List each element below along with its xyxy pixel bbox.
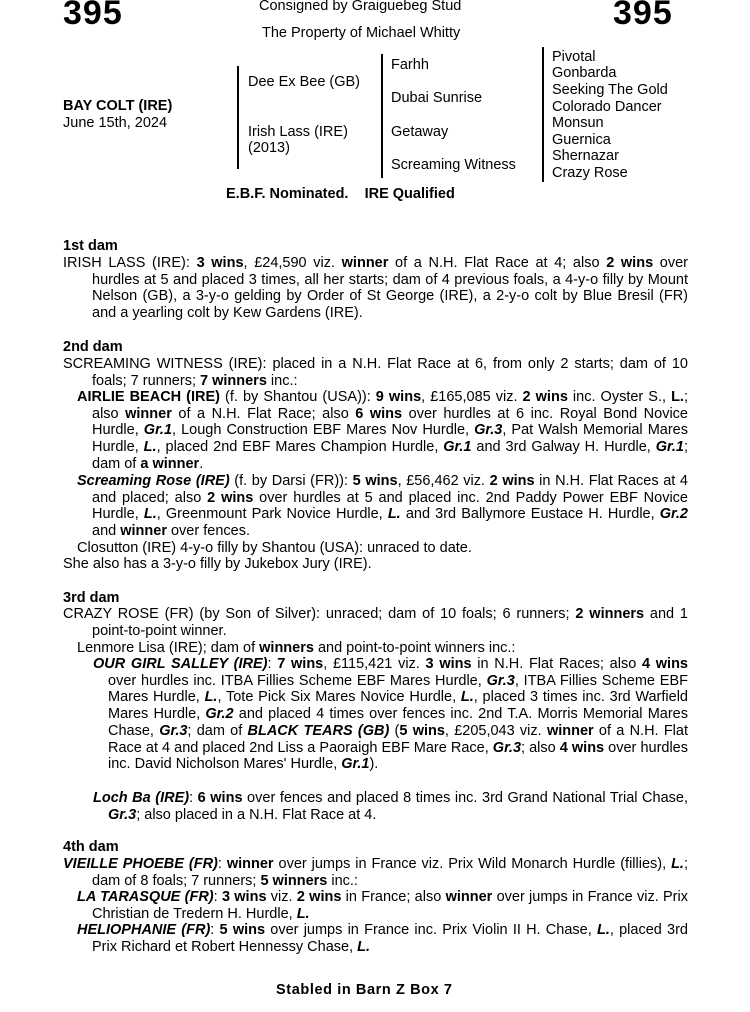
stabling-info: Stabled in Barn Z Box 7 [276,982,453,998]
dam-4-paragraph: VIEILLE PHOEBE (FR): winner over jumps in France viz. Prix Wild Monarch Hurdle (fillies), L.; dam of 8 foals; 7 runners; 5 winners inc.: [63,856,688,889]
dam-2-produce-3: Closutton (IRE) 4-y-o filly by Shantou (USA): unraced to date. [77,540,472,556]
pedigree-line-3 [542,47,544,182]
horse-description: BAY COLT (IRE) [63,98,173,114]
great-grandparent-6: Guernica [552,132,611,148]
dam-4-produce-1: LA TARASQUE (FR): 3 wins viz. 2 wins in France; also winner over jumps in France viz. Prix Christian de Tredern H. Hurdle, L. [77,889,688,922]
great-grandparent-1: Pivotal [552,49,596,65]
grandparent-4: Screaming Witness [391,157,516,173]
great-grandparent-7: Shernazar [552,148,619,164]
dam: Irish Lass (IRE) [248,124,348,140]
nominations: E.B.F. Nominated. IRE Qualified [226,186,455,202]
section-2nd-dam: 2nd dam [63,339,123,355]
grandparent-3: Getaway [391,124,449,140]
dam-2-paragraph: SCREAMING WITNESS (IRE): placed in a N.H. Flat Race at 6, from only 2 starts; dam of 10 foals; 7 runners; 7 winners inc.: [63,356,688,389]
sire: Dee Ex Bee (GB) [248,74,361,90]
great-grandparent-2: Gonbarda [552,65,617,81]
great-grandparent-3: Seeking The Gold [552,82,668,98]
foaled-date: June 15th, 2024 [63,115,168,131]
section-4th-dam: 4th dam [63,839,119,855]
dam-3-grandproduce-1: OUR GIRL SALLEY (IRE): 7 wins, £115,421 viz. 3 wins in N.H. Flat Races; also 4 wins over hurdles inc. ITBA Fillies Scheme EBF Mares Hurdle, Gr.3, ITBA Fillies Scheme EBF Mares Hurdle, L., Tote Pick Six Mares Novice Hurdle, L., placed 3 times inc. 3rd Warfield Mares Hurdle, Gr.2 and placed 4 times over fences inc. 2nd T.A. Morris Memorial Mares Chase, Gr.3; dam of BLACK TEARS (GB) (5 wins, £205,043 viz. winner of a N.H. Flat Race at 4 and placed 2nd Liss a Paoraigh EBF Mare Race, Gr.3; also 4 wins over hurdles inc. David Nicholson Mares' Hurdle, Gr.1). [93,656,688,773]
great-grandparent-4: Colorado Dancer [552,99,662,115]
grandparent-1: Farhh [391,57,429,73]
great-grandparent-5: Monsun [552,115,604,131]
dam-year: (2013) [248,140,290,156]
dam-2-note: She also has a 3-y-o filly by Jukebox Jury (IRE). [63,556,372,572]
grandparent-2: Dubai Sunrise [391,90,483,106]
dam-3-grandproduce-2: Loch Ba (IRE): 6 wins over fences and placed 8 times inc. 3rd Grand National Trial Chase, Gr.3; also placed in a N.H. Flat Race at 4. [93,790,688,823]
lot-number-left: 395 [63,0,123,32]
dam-3-paragraph: CRAZY ROSE (FR) (by Son of Silver): unraced; dam of 10 foals; 6 runners; 2 winners and 1 point-to-point winner. [63,606,688,639]
pedigree-line-2 [381,54,383,178]
section-1st-dam: 1st dam [63,238,118,254]
section-3rd-dam: 3rd dam [63,590,120,606]
owner: The Property of Michael Whitty [262,25,461,41]
consignor: Consigned by Graiguebeg Stud [259,0,462,14]
dam-4-produce-2: HELIOPHANIE (FR): 5 wins over jumps in France inc. Prix Violin II H. Chase, L., placed 3rd Prix Richard et Robert Hennessy Chase, L. [77,922,689,955]
great-grandparent-8: Crazy Rose [552,165,628,181]
dam-1-paragraph: IRISH LASS (IRE): 3 wins, £24,590 viz. winner of a N.H. Flat Race at 4; also 2 wins over hurdles at 5 and placed 3 times, all her starts; dam of 4 previous foals, a 4-y-o filly by Mount Nelson (GB), a 3-y-o gelding by Order of St George (IRE), a 2-y-o colt by Blue Bresil (FR) and a yearling colt by Kew Gardens (IRE). [63,255,688,322]
lot-number-right: 395 [613,0,673,32]
dam-2-produce-2: Screaming Rose (IRE) (f. by Darsi (FR)): 5 wins, £56,462 viz. 2 wins in N.H. Flat Races at 4 and placed; also 2 wins over hurdles at 5 and placed inc. 2nd Paddy Power EBF Novice Hurdle, L., Greenmount Park Novice Hurdle, L. and 3rd Ballymore Eustace H. Hurdle, Gr.2 and winner over fences. [77,473,688,540]
pedigree-line-1 [237,66,239,169]
dam-2-produce-1: AIRLIE BEACH (IRE) (f. by Shantou (USA)): 9 wins, £165,085 viz. 2 wins inc. Oyster S., L.; also winner of a N.H. Flat Race; also 6 wins over hurdles at 6 inc. Royal Bond Novice Hurdle, Gr.1, Lough Construction EBF Mares Nov Hurdle, Gr.3, Pat Walsh Memorial Mares Hurdle, L., placed 2nd EBF Mares Champion Hurdle, Gr.1 and 3rd Galway H. Hurdle, Gr.1; dam of a winner. [77,389,688,472]
dam-3-produce-1: Lenmore Lisa (IRE); dam of winners and point-to-point winners inc.: [77,640,516,656]
